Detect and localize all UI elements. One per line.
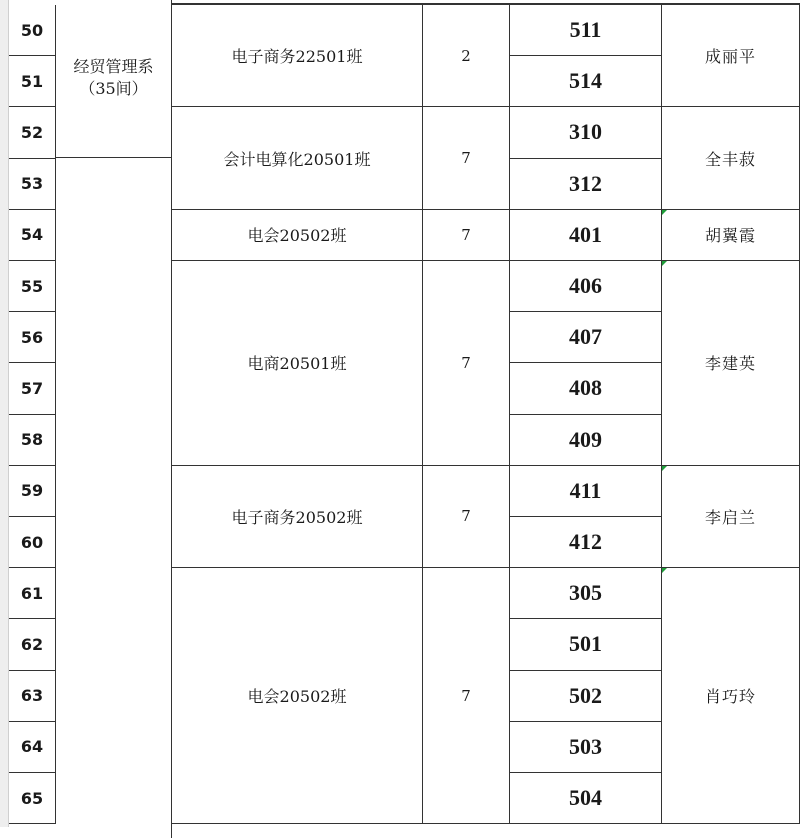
class-count-cell[interactable] <box>423 5 510 107</box>
row-number <box>9 312 56 363</box>
row-number-text: 50 <box>20 20 44 40</box>
row-number-text: 55 <box>20 276 44 296</box>
class-name-cell[interactable] <box>172 5 423 107</box>
teacher-cell[interactable] <box>662 466 800 568</box>
class-count-cell-text: 7 <box>461 225 471 244</box>
department-room-count: （35间） <box>79 78 148 98</box>
class-count-cell-text: 2 <box>461 46 471 65</box>
row-number <box>9 415 56 466</box>
comment-indicator-icon <box>662 466 667 471</box>
row-number <box>9 107 56 158</box>
room-number-cell[interactable] <box>510 363 662 414</box>
teacher-cell[interactable] <box>662 261 800 466</box>
room-number-cell-text: 401 <box>569 221 602 247</box>
class-count-cell[interactable] <box>423 107 510 209</box>
comment-indicator-icon <box>662 261 667 266</box>
row-number-text: 64 <box>20 737 44 757</box>
teacher-cell-text: 李启兰 <box>704 507 756 527</box>
row-number <box>9 722 56 773</box>
row-number <box>9 261 56 312</box>
row-number-text: 60 <box>20 532 44 552</box>
room-number-cell-text: 406 <box>569 273 602 299</box>
room-number-cell-text: 412 <box>569 529 602 555</box>
room-number-cell[interactable] <box>510 466 662 517</box>
row-number-text: 51 <box>20 71 44 91</box>
row-number <box>9 773 56 824</box>
row-number-text: 54 <box>20 225 44 245</box>
room-number-cell-text: 504 <box>569 785 602 811</box>
class-name-cell-text: 电子商务20502班 <box>231 507 363 527</box>
class-count-cell[interactable] <box>423 568 510 824</box>
room-number-cell-text: 310 <box>569 119 602 145</box>
class-name-cell[interactable] <box>172 466 423 568</box>
row-number <box>9 5 56 56</box>
room-number-cell-text: 514 <box>569 68 602 94</box>
row-number <box>9 619 56 670</box>
class-count-cell-text: 7 <box>461 686 471 705</box>
comment-indicator-icon <box>662 210 667 215</box>
room-number-cell-text: 502 <box>569 682 602 708</box>
teacher-cell-text: 成丽平 <box>704 47 756 67</box>
row-number-text: 52 <box>20 122 44 142</box>
room-number-cell[interactable] <box>510 56 662 107</box>
class-count-cell-text: 7 <box>461 353 471 372</box>
row-number-text: 65 <box>20 788 44 808</box>
row-number <box>9 517 56 568</box>
teacher-cell[interactable] <box>662 5 800 107</box>
teacher-cell[interactable] <box>662 107 800 209</box>
teacher-cell[interactable] <box>662 210 800 261</box>
room-number-cell-text: 312 <box>569 170 602 196</box>
department-name: 经贸管理系 <box>73 56 154 76</box>
room-number-cell-text: 501 <box>569 631 602 657</box>
row-number <box>9 210 56 261</box>
class-name-cell-text: 电会20502班 <box>247 687 347 707</box>
department-cell[interactable] <box>56 0 172 158</box>
row-number <box>9 159 56 210</box>
class-name-cell[interactable] <box>172 568 423 824</box>
class-name-cell-text: 电商20501班 <box>247 354 347 374</box>
room-number-cell[interactable] <box>510 312 662 363</box>
row-number-text: 59 <box>20 481 44 501</box>
class-count-cell[interactable] <box>423 466 510 568</box>
room-number-cell-text: 305 <box>569 580 602 606</box>
class-name-cell[interactable] <box>172 261 423 466</box>
class-name-cell-text: 电子商务22501班 <box>231 47 363 67</box>
room-number-cell-text: 511 <box>569 17 602 43</box>
room-number-cell[interactable] <box>510 568 662 619</box>
class-count-cell-text: 7 <box>461 507 471 526</box>
class-count-cell[interactable] <box>423 210 510 261</box>
teacher-cell-text: 肖巧玲 <box>704 687 756 707</box>
room-number-cell-text: 408 <box>569 375 602 401</box>
room-number-cell[interactable] <box>510 5 662 56</box>
row-number-text: 53 <box>20 174 44 194</box>
row-number-text: 61 <box>20 583 44 603</box>
teacher-cell-text: 胡翼霞 <box>704 226 756 246</box>
room-number-cell-text: 411 <box>569 477 602 503</box>
row-number-text: 62 <box>20 634 44 654</box>
room-number-cell[interactable] <box>510 722 662 773</box>
comment-indicator-icon <box>662 568 667 573</box>
room-number-cell-text: 409 <box>569 426 602 452</box>
class-name-cell-text: 电会20502班 <box>247 226 347 246</box>
teacher-cell-text: 李建英 <box>704 354 756 374</box>
row-number <box>9 568 56 619</box>
room-number-cell[interactable] <box>510 773 662 824</box>
row-header-gutter <box>0 0 9 827</box>
room-number-cell[interactable] <box>510 210 662 261</box>
row-number-text: 56 <box>20 327 44 347</box>
row-number-text: 57 <box>20 378 44 398</box>
class-name-cell-text: 会计电算化20501班 <box>223 149 371 169</box>
class-name-cell[interactable] <box>172 210 423 261</box>
room-number-cell[interactable] <box>510 619 662 670</box>
room-number-cell-text: 407 <box>569 324 602 350</box>
row-number-text: 63 <box>20 686 44 706</box>
department-cell-continuation <box>56 158 172 838</box>
teacher-cell[interactable] <box>662 568 800 824</box>
room-number-cell[interactable] <box>510 261 662 312</box>
room-number-cell[interactable] <box>510 107 662 158</box>
class-name-cell[interactable] <box>172 107 423 209</box>
row-number <box>9 56 56 107</box>
row-number <box>9 363 56 414</box>
teacher-cell-text: 全丰菽 <box>704 149 756 169</box>
room-number-cell[interactable] <box>510 517 662 568</box>
class-count-cell-text: 7 <box>461 149 471 168</box>
row-number <box>9 466 56 517</box>
row-number <box>9 671 56 722</box>
room-number-cell[interactable] <box>510 671 662 722</box>
room-number-cell-text: 503 <box>569 733 602 759</box>
room-number-cell[interactable] <box>510 159 662 210</box>
room-number-cell[interactable] <box>510 415 662 466</box>
row-number-text: 58 <box>20 430 44 450</box>
class-count-cell[interactable] <box>423 261 510 466</box>
